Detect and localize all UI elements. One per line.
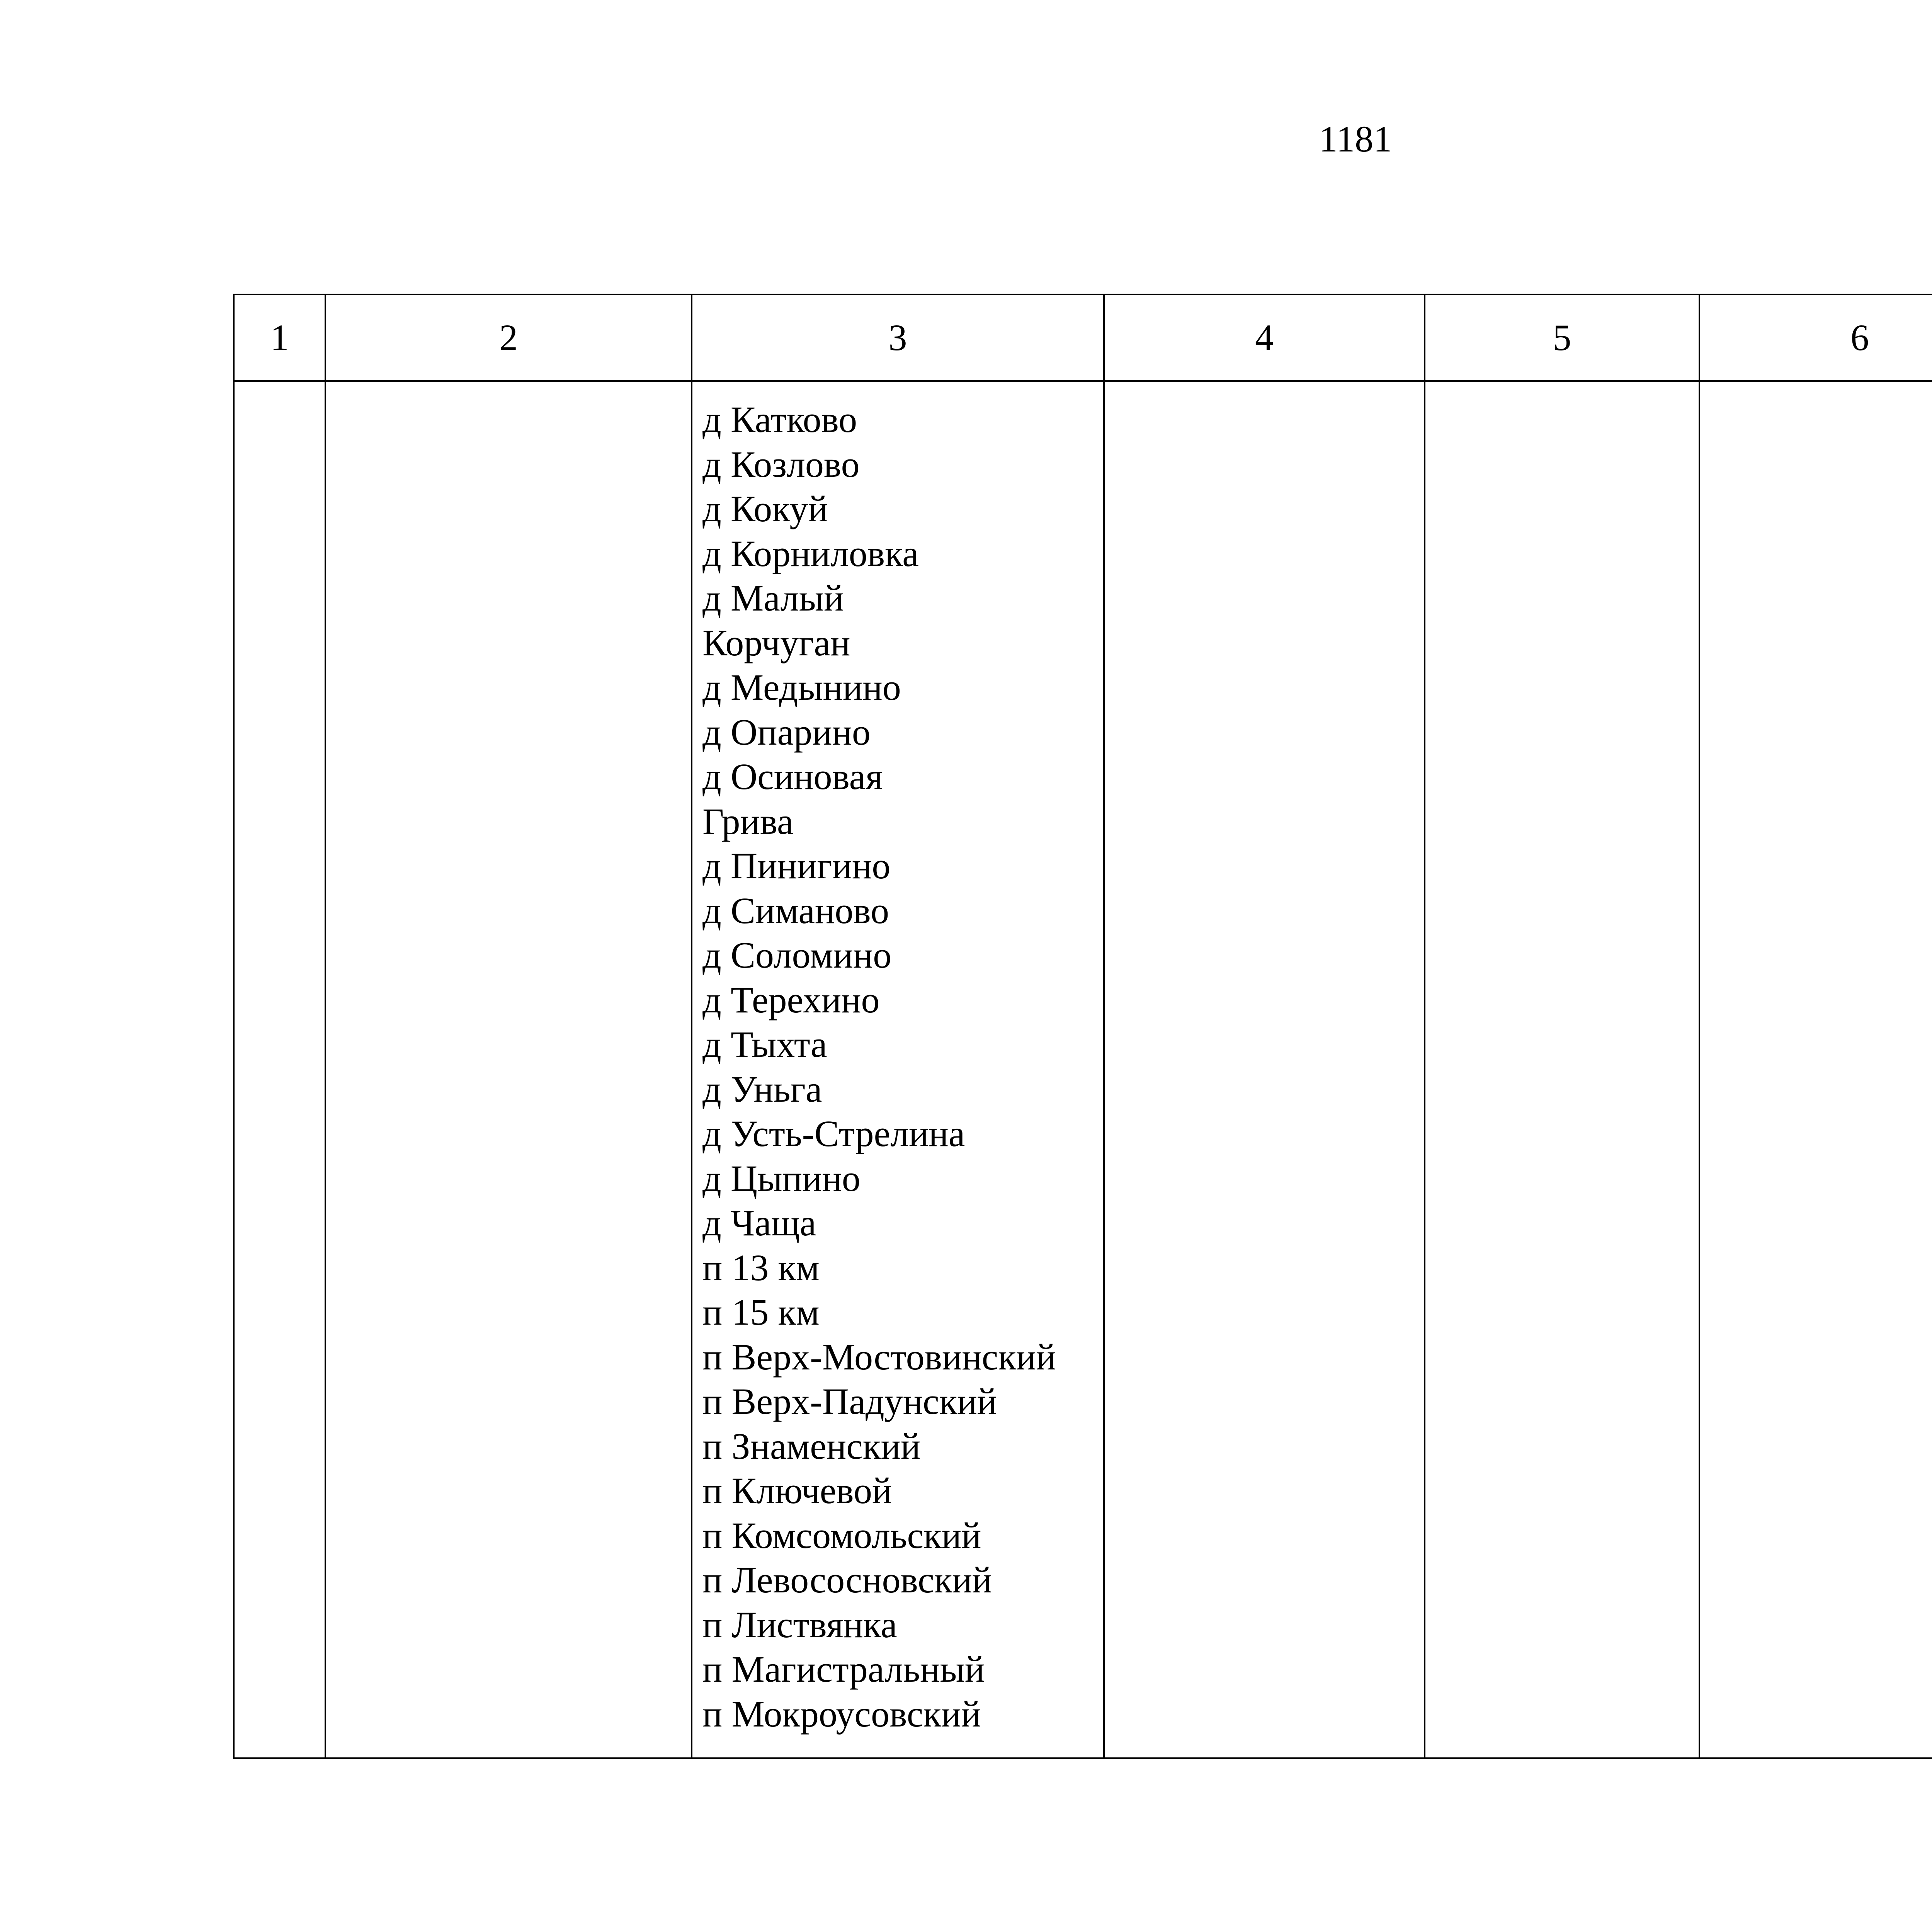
settlement-line: п Верх-Падунский: [702, 1381, 997, 1422]
settlements-table: [233, 294, 1932, 1759]
settlement-line: п Ключевой: [702, 1470, 892, 1511]
settlement-line: д Соломино: [702, 934, 892, 976]
settlement-list: [692, 382, 1103, 1736]
settlement-line: п Верх-Мостовинский: [702, 1336, 1056, 1378]
settlement-line: д Катково: [702, 399, 857, 440]
settlement-line: д Корниловка: [702, 532, 919, 574]
column-header-1: 1: [234, 294, 325, 381]
settlement-line: п 13 км: [702, 1247, 820, 1288]
settlement-line: д Малый: [702, 577, 844, 619]
settlement-line: п Магистральный: [702, 1648, 985, 1690]
settlement-line: д Симаново: [702, 890, 889, 931]
settlement-line: д Чаща: [702, 1202, 816, 1243]
settlement-line: п Левососновский: [702, 1559, 992, 1601]
cell-col-2: [325, 381, 692, 1758]
cell-col-5: [1425, 381, 1699, 1758]
settlement-line: д Осиновая: [702, 756, 883, 797]
column-header-3: 3: [692, 294, 1104, 381]
column-header-6: 6: [1699, 294, 1932, 381]
settlement-line: п Листвянка: [702, 1604, 897, 1645]
cell-col-6: [1699, 381, 1932, 1758]
cell-col-1: [234, 381, 325, 1758]
settlement-line: п Мокроусовский: [702, 1693, 981, 1735]
settlement-line: д Тыхта: [702, 1024, 827, 1065]
table-row: [234, 381, 1932, 1758]
settlement-line: Корчуган: [702, 622, 850, 663]
settlement-line: п Знаменский: [702, 1425, 921, 1467]
settlement-line: п 15 км: [702, 1291, 820, 1333]
settlement-line: д Уньга: [702, 1068, 822, 1110]
settlement-line: д Усть-Стрелина: [702, 1113, 965, 1154]
settlement-line: д Терехино: [702, 979, 880, 1021]
cell-col-4: [1104, 381, 1425, 1758]
header-row: [234, 294, 1932, 381]
page-number: 1181: [1319, 118, 1392, 160]
settlement-line: Грива: [702, 800, 794, 842]
settlement-line: д Медынино: [702, 667, 901, 708]
column-header-4: 4: [1104, 294, 1425, 381]
column-header-5: 5: [1425, 294, 1699, 381]
column-header-2: 2: [325, 294, 692, 381]
settlement-line: д Пинигино: [702, 845, 891, 886]
settlement-line: д Опарино: [702, 711, 871, 753]
settlement-line: д Цыпино: [702, 1157, 861, 1199]
cell-col-3: [692, 381, 1104, 1758]
settlement-line: п Комсомольский: [702, 1514, 981, 1556]
settlement-line: д Козлово: [702, 443, 860, 485]
settlement-line: д Кокуй: [702, 488, 828, 529]
